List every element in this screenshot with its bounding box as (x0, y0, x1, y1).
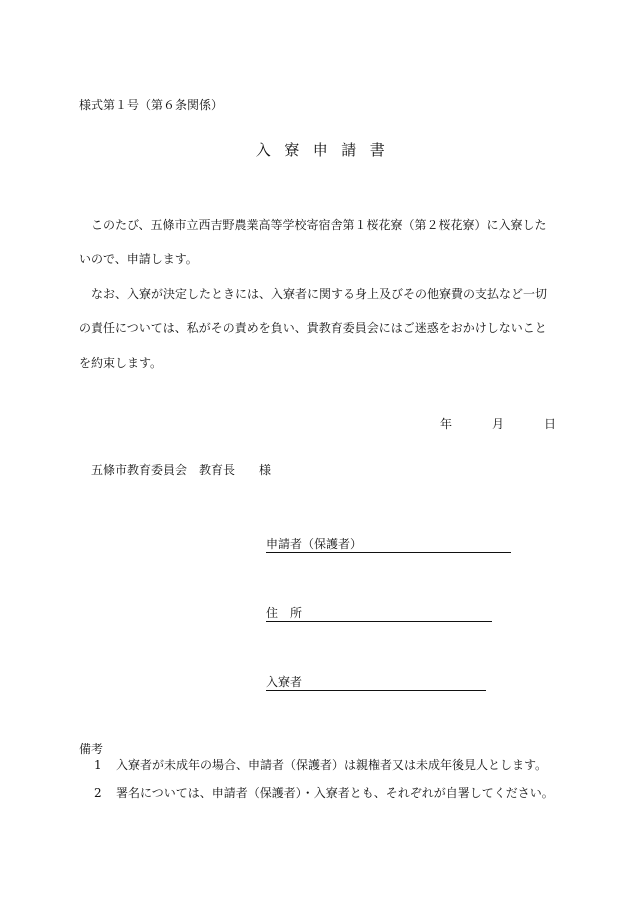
date-year-label: 年 (440, 417, 453, 431)
document-title: 入寮申請書 (255, 141, 399, 159)
resident-label: 入寮者 (266, 675, 303, 689)
note-number: 2 (94, 786, 102, 800)
date-month-label: 月 (492, 417, 505, 431)
address-label: 住 所 (266, 606, 303, 620)
date-field (440, 418, 556, 430)
form-number: 様式第１号（第６条関係） (79, 98, 224, 112)
applicant-signature-field[interactable] (266, 538, 511, 553)
resident-signature-field[interactable] (266, 676, 486, 691)
address-field[interactable] (266, 607, 492, 622)
body-paragraph-1-line-1: このたび、五條市立西吉野農業高等学校寄宿舎第１桜花寮（第２桜花寮）に入寮した (91, 218, 547, 232)
note-text: 署名については、申請者（保護者）・入寮者とも、それぞれが自署してください。 (116, 786, 554, 800)
note-item (94, 787, 554, 799)
body-paragraph-2-line-3: を約束します。 (79, 356, 163, 370)
date-day-label: 日 (544, 417, 557, 431)
note-item (94, 759, 547, 771)
body-paragraph-2-line-2: の責任については、私がその責めを負い、貴教育委員会にはご迷惑をおかけしないこと (79, 321, 547, 335)
note-text: 入寮者が未成年の場合、申請者（保護者）は親権者又は未成年後見人とします。 (116, 758, 548, 772)
addressee: 五條市教育委員会 教育長 様 (91, 463, 272, 477)
body-paragraph-1-line-2: いので、申請します。 (79, 252, 198, 266)
applicant-label: 申請者（保護者） (266, 537, 363, 551)
note-number: 1 (94, 758, 102, 772)
body-paragraph-2-line-1: なお、入寮が決定したときには、入寮者に関する身上及びその他寮費の支払など一切 (91, 287, 548, 301)
notes-heading: 備考 (79, 742, 104, 756)
